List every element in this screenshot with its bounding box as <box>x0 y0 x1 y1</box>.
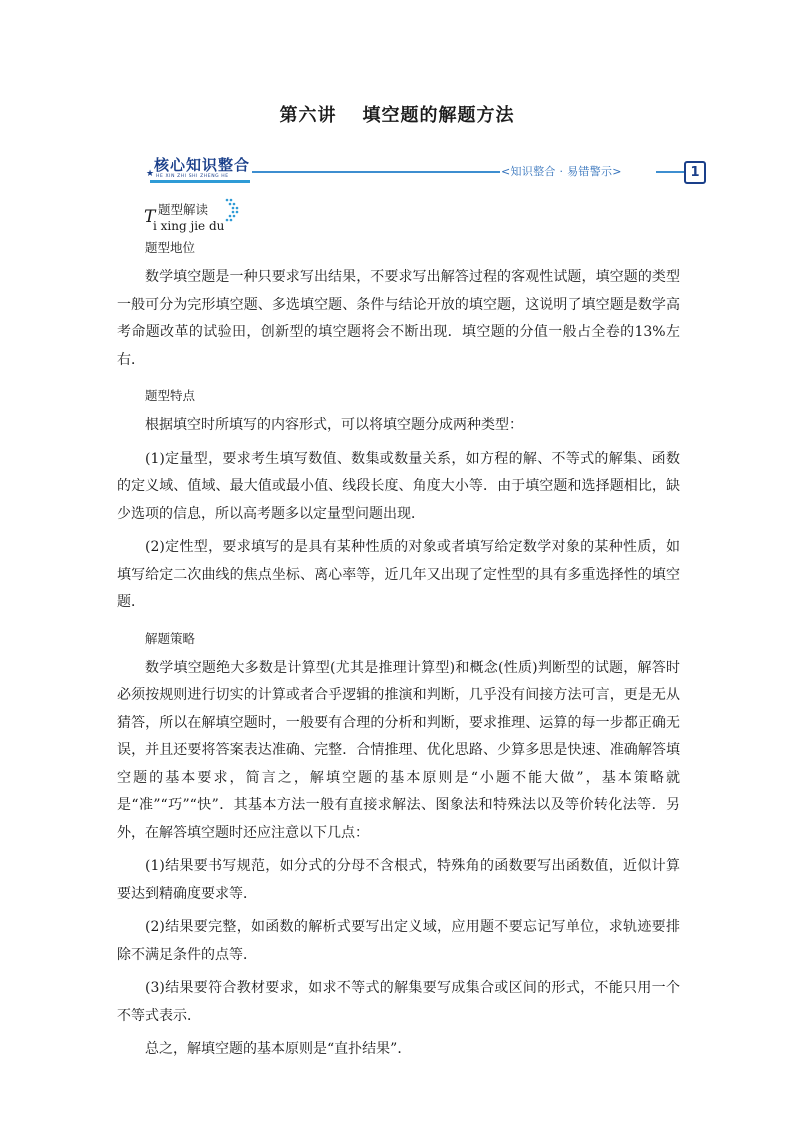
banner-pinyin: HE XIN ZHI SHI ZHENG HE <box>156 174 229 179</box>
banner-divider-left <box>252 171 500 173</box>
banner-label: 核心知识整合 <box>154 156 251 174</box>
lecture-topic: 填空题的解题方法 <box>362 105 515 126</box>
reading-label: 题型解读 <box>158 202 209 217</box>
paragraph: 总之，解填空题的基本原则是“直扑结果”． <box>145 1041 412 1057</box>
paragraph: 数学填空题绝大多数是计算型(尤其是推理计算型)和概念(性质)判断型的试题，解答时必须按规则进行切实的计算或者合乎逻辑的推演和判断，几乎没有间接方法可言，更是无从猜答，所以在解填空题时，一般要有合理的分析和判断，要求推理、运算的每一步都正确无误，并且还要将答案表达准确、完整．合情推理、优化思路、少算多思是快速、准确解答填空题的基本要求，简言之，解填空题的基本原则是“小题不能大做”，基本策略就是“准”“巧”“快”．其基本方法一般有直接求解法、图象法和特殊法以及等价转化法等．另外，在解答填空题时还应注意以下几点： <box>117 659 680 841</box>
lecture-number: 第六讲 <box>279 105 337 126</box>
paragraph: (1)定量型，要求考生填写数值、数集或数量关系，如方程的解、不等式的解集、函数的定义域、值域、最大值或最小值、线段长度、角度大小等．由于填空题和选择题相比，缺少选项的信息，所以高考题多以定量型问题出现． <box>117 450 680 522</box>
reading-pinyin: i xing jie du <box>153 219 225 233</box>
section-heading-position: 题型地位 <box>145 240 196 255</box>
star-icon: ★ <box>146 169 155 179</box>
paragraph: (1)结果要书写规范，如分式的分母不含根式，特殊角的函数要写出函数值，近似计算要达到精确度要求等． <box>117 858 680 902</box>
paragraph: (2)结果要完整，如函数的解析式要写出定义域，应用题不要忘记写单位，求轨迹要排除不满足条件的点等． <box>117 919 680 963</box>
section-banner <box>146 154 706 188</box>
paragraph: 根据填空时所填写的内容形式，可以将填空题分成两种类型： <box>145 417 523 433</box>
banner-underbar <box>150 180 250 183</box>
banner-divider-right <box>656 171 684 173</box>
section-heading-features: 题型特点 <box>145 388 196 403</box>
chevron-dots-icon <box>224 197 240 223</box>
page-title <box>0 101 794 127</box>
paragraph: (2)定性型，要求填写的是具有某种性质的对象或者填写给定数学对象的某种性质，如填写给定二次曲线的焦点坐标、离心率等，近几年又出现了定性型的具有多重选择性的填空题． <box>117 539 680 610</box>
section-number-badge: 1 <box>684 161 706 184</box>
question-type-reading-badge <box>144 197 264 237</box>
paragraph: (3)结果要符合教材要求，如求不等式的解集要写成集合或区间的形式，不能只用一个不等式表示． <box>117 980 680 1024</box>
paragraph: 数学填空题是一种只要求写出结果，不要求写出解答过程的客观性试题，填空题的类型一般可分为完形填空题、多选填空题、条件与结论开放的填空题，这说明了填空题是数学高考命题改革的试验田，创新型的填空题将会不断出现．填空题的分值一般占全卷的13%左右． <box>117 269 680 368</box>
document-body <box>117 232 680 1064</box>
section-heading-strategy: 解题策略 <box>145 630 196 646</box>
reading-initial: T <box>144 207 156 227</box>
banner-tag: <知识整合 · 易错警示> <box>501 165 622 178</box>
